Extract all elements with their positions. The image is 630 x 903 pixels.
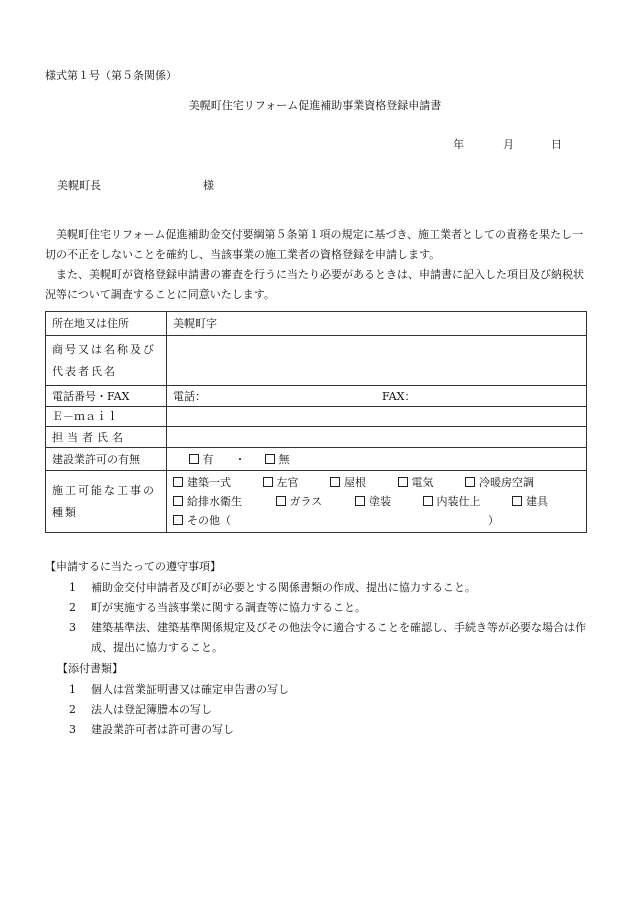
work-types-row-1	[173, 473, 580, 492]
other-label: その他（	[187, 514, 231, 527]
company-field[interactable]	[167, 336, 587, 386]
option-label: ガラス	[289, 495, 323, 508]
option-label: 電気	[411, 476, 434, 489]
company-label: 商号又は名称及び代表者氏名	[46, 336, 167, 386]
checkbox[interactable]	[423, 496, 433, 506]
work-type-option[interactable]	[398, 473, 448, 492]
rule-text: 建築基準法、建築基準関係規定及びその他法令に適合することを確認し、手続き等が必要な場合は作成、提出に協力すること。	[91, 621, 586, 654]
option-label: 左官	[276, 476, 299, 489]
option-label: 屋根	[344, 476, 366, 489]
form-row-address	[46, 312, 587, 336]
form-row-company	[46, 336, 587, 386]
rule-item	[69, 598, 589, 618]
checkbox[interactable]	[512, 496, 522, 506]
checkbox[interactable]	[330, 477, 340, 487]
option-label: 建具	[526, 495, 548, 508]
form-row-work-types	[46, 471, 587, 533]
checkbox[interactable]	[355, 496, 365, 506]
addressee-honorific: 様	[203, 179, 214, 192]
license-no-label: 無	[278, 452, 290, 466]
work-types-row-2	[173, 492, 580, 511]
checkbox[interactable]	[465, 477, 475, 487]
date-day-label: 日	[551, 138, 562, 151]
rule-item	[69, 618, 589, 658]
checkbox[interactable]	[276, 496, 286, 506]
date-month-label: 月	[503, 138, 514, 151]
tel-label: 電話：	[173, 389, 206, 403]
date-year-label: 年	[453, 138, 464, 151]
option-label: 内装仕上	[436, 495, 481, 508]
rule-number: 3	[69, 621, 76, 634]
attachment-number: 1	[69, 683, 76, 696]
work-types-options	[167, 471, 587, 533]
work-type-option[interactable]	[276, 492, 338, 511]
work-type-option[interactable]	[263, 473, 313, 492]
license-yes-checkbox[interactable]	[189, 454, 199, 464]
form-number: 様式第１号（第５条関係）	[45, 69, 177, 82]
work-type-option[interactable]	[173, 492, 258, 511]
license-yes-label: 有	[202, 452, 214, 466]
application-form-table	[45, 311, 587, 533]
other-checkbox[interactable]	[173, 515, 183, 525]
rule-number: 2	[69, 601, 76, 614]
attachment-text: 法人は登記簿謄本の写し	[91, 703, 212, 716]
attachment-text: 建設業許可者は許可書の写し	[91, 723, 234, 736]
fax-label: FAX：	[382, 389, 416, 403]
option-label: 給排水衛生	[187, 495, 242, 508]
option-label: 塗装	[369, 495, 391, 508]
license-label: 建設業許可の有無	[46, 448, 167, 471]
license-options	[167, 448, 587, 471]
attachment-item	[69, 680, 589, 700]
work-types-row-3	[173, 511, 580, 530]
email-label: Ｅ－ｍａｉｌ	[46, 407, 167, 427]
email-field[interactable]	[167, 407, 587, 427]
work-type-option[interactable]	[512, 492, 548, 511]
work-type-option[interactable]	[465, 473, 534, 492]
address-field[interactable]: 美幌町字	[167, 312, 587, 336]
form-row-email	[46, 407, 587, 427]
attachments-heading: 【添付書類】	[57, 662, 123, 675]
attachment-text: 個人は営業証明書又は確定申告書の写し	[91, 683, 289, 696]
license-separator: ・	[234, 452, 246, 466]
rule-number: 1	[69, 581, 76, 594]
document-title: 美幌町住宅リフォーム促進補助事業資格登録申請書	[188, 99, 442, 112]
other-close: ）	[488, 514, 499, 527]
phone-field[interactable]	[167, 386, 587, 407]
form-row-contact	[46, 427, 587, 448]
contact-label: 担当者氏名	[46, 427, 167, 448]
rule-item	[69, 578, 589, 598]
work-type-option[interactable]	[330, 473, 380, 492]
license-no-checkbox[interactable]	[265, 454, 275, 464]
rule-text: 補助金交付申請者及び町が必要とする関係書類の作成、提出に協力すること。	[91, 581, 476, 594]
attachment-number: 3	[69, 723, 76, 736]
rules-heading: 【申請するに当たっての遵守事項】	[45, 560, 221, 573]
checkbox[interactable]	[173, 496, 183, 506]
work-type-option[interactable]	[355, 492, 405, 511]
work-type-option[interactable]	[173, 473, 245, 492]
attachment-item	[69, 720, 589, 740]
phone-label: 電話番号・FAX	[46, 386, 167, 407]
contact-field[interactable]	[167, 427, 587, 448]
addressee-name: 美幌町長	[57, 179, 101, 192]
checkbox[interactable]	[263, 477, 273, 487]
attachment-number: 2	[69, 703, 76, 716]
checkbox[interactable]	[173, 477, 183, 487]
rule-text: 町が実施する当該事業に関する調査等に協力すること。	[91, 601, 366, 614]
checkbox[interactable]	[398, 477, 408, 487]
address-label: 所在地又は住所	[46, 312, 167, 336]
form-row-phone	[46, 386, 587, 407]
option-label: 冷暖房空調	[479, 476, 534, 489]
body-paragraph-consent: また、美幌町が資格登録申請書の審査を行うに当たり必要があるときは、申請書に記入した項目及び納税状況等について調査することに同意いたします。	[45, 268, 584, 301]
work-types-label: 施工可能な工事の種類	[46, 471, 167, 533]
work-type-option[interactable]	[423, 492, 495, 511]
attachment-item	[69, 700, 589, 720]
option-label: 建築一式	[187, 476, 231, 489]
body-paragraph-application: 美幌町住宅リフォーム促進補助金交付要綱第５条第１項の規定に基づき、施工業者としての責務を果たし一切の不正をしないことを確約し、当該事業の施工業者の資格登録を申請します。	[45, 228, 584, 261]
form-row-license	[46, 448, 587, 471]
